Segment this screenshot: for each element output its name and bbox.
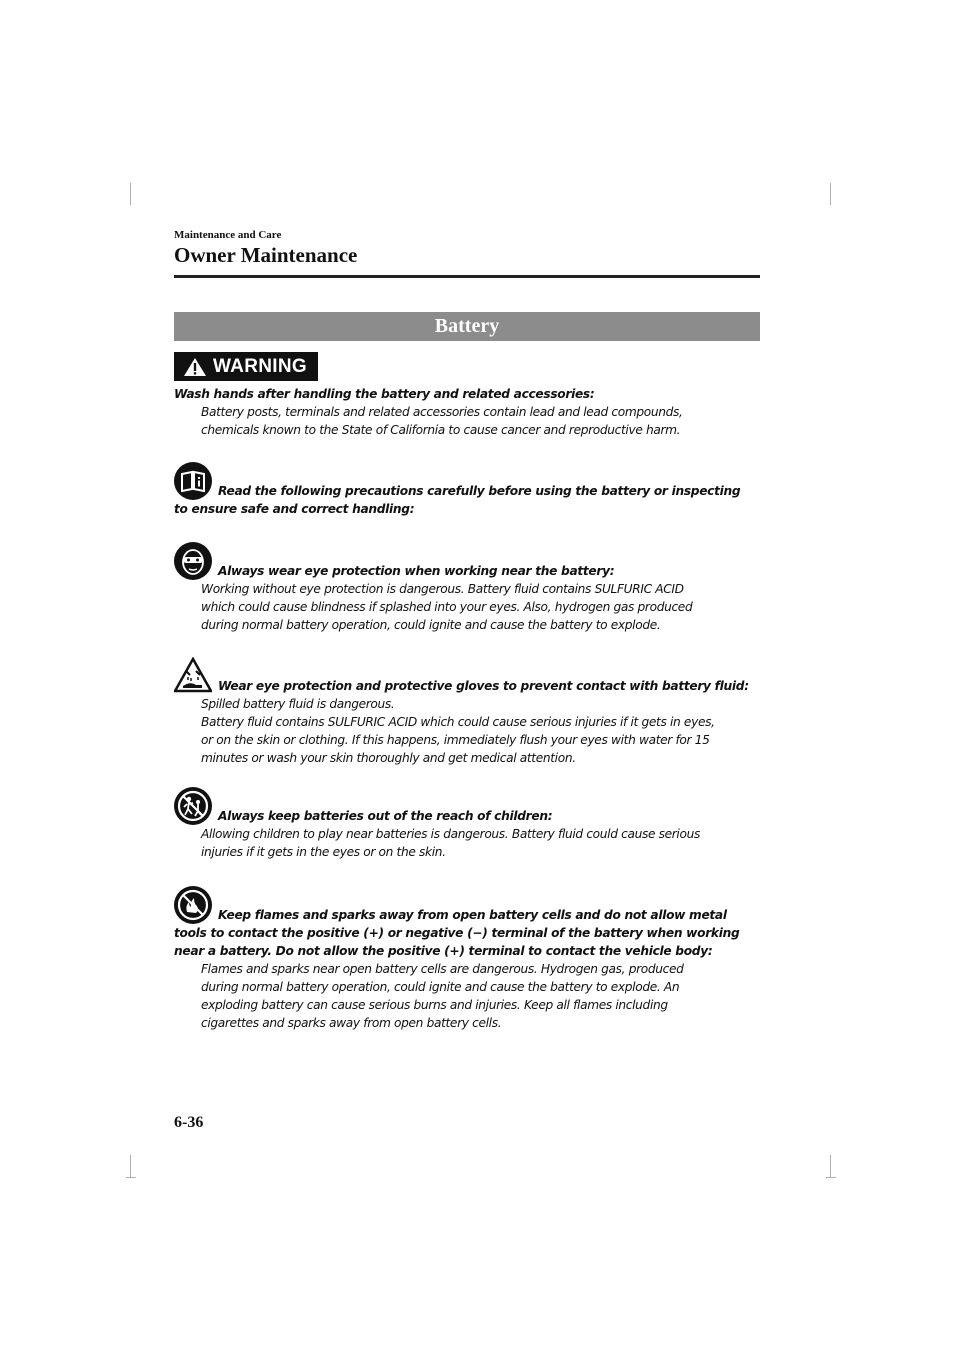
precaution-read-manual	[174, 462, 760, 518]
precaution-heading: Wear eye protection and protective gloves to prevent contact with battery fluid:	[218, 679, 749, 693]
warning-body-line: chemicals known to the State of California to cause cancer and reproductive harm.	[201, 423, 681, 437]
page-title: Owner Maintenance	[174, 243, 358, 267]
precaution-eye-protection	[174, 542, 760, 634]
section-title: Battery	[434, 315, 500, 337]
precaution-no-flames	[174, 886, 760, 1032]
precaution-corrosive	[174, 657, 760, 767]
warning-paragraph	[174, 385, 760, 439]
manual-book-icon	[174, 462, 212, 500]
precaution-heading: Always wear eye protection when working near the battery:	[218, 564, 615, 578]
precaution-heading: Always keep batteries out of the reach of children:	[218, 809, 553, 823]
precaution-body-line: Flames and sparks near open battery cells are dangerous. Hydrogen gas, produced	[201, 962, 684, 976]
crop-mark	[126, 1177, 136, 1178]
no-flames-icon	[174, 886, 212, 924]
precaution-body-line: Working without eye protection is dangerous. Battery fluid contains SULFURIC ACID	[201, 582, 684, 596]
page-number: 6-36	[174, 1114, 204, 1131]
warning-body-line: Battery posts, terminals and related accessories contain lead and lead compounds,	[201, 405, 683, 419]
precaution-body-line: injuries if it gets in the eyes or on the skin.	[201, 845, 446, 859]
precaution-heading-cont: to ensure safe and correct handling:	[174, 502, 415, 516]
precaution-body-line: Spilled battery fluid is dangerous.	[201, 697, 395, 711]
precaution-body-line: exploding battery can cause serious burns and injuries. Keep all flames including	[201, 998, 668, 1012]
crop-mark	[830, 1155, 831, 1177]
warning-badge	[174, 352, 318, 381]
precaution-body-line: during normal battery operation, could ignite and cause the battery to explode.	[201, 618, 661, 632]
precaution-body-line: Battery fluid contains SULFURIC ACID which could cause serious injuries if it gets in eyes,	[201, 715, 715, 729]
warning-heading: Wash hands after handling the battery and related accessories:	[174, 387, 595, 401]
precaution-heading-cont: near a battery. Do not allow the positive (+) terminal to contact the vehicle body:	[174, 944, 713, 958]
precaution-body-line: Allowing children to play near batteries is dangerous. Battery fluid could cause serious	[201, 827, 700, 841]
section-title-bar	[174, 312, 760, 341]
precaution-body-line: which could cause blindness if splashed into your eyes. Also, hydrogen gas produced	[201, 600, 693, 614]
warning-triangle-icon	[183, 357, 207, 377]
precaution-body-line: minutes or wash your skin thoroughly and get medical attention.	[201, 751, 576, 765]
chapter-kicker: Maintenance and Care	[174, 229, 282, 241]
precaution-heading-cont: tools to contact the positive (+) or negative (−) terminal of the battery when working	[174, 926, 740, 940]
precaution-heading: Read the following precautions carefully before using the battery or inspecting	[218, 484, 741, 498]
precaution-keep-children-away	[174, 787, 760, 861]
keep-children-away-icon	[174, 787, 212, 825]
eye-protection-icon	[174, 542, 212, 580]
precaution-heading: Keep flames and sparks away from open battery cells and do not allow metal	[218, 908, 727, 922]
crop-mark	[130, 1155, 131, 1177]
precaution-body-line: or on the skin or clothing. If this happens, immediately flush your eyes with water for 15	[201, 733, 710, 747]
precaution-body-line: cigarettes and sparks away from open battery cells.	[201, 1016, 502, 1030]
crop-mark	[830, 183, 831, 205]
precaution-body-line: during normal battery operation, could ignite and cause the battery to explode. An	[201, 980, 680, 994]
warning-label: WARNING	[213, 355, 307, 377]
header-rule	[174, 275, 760, 278]
crop-mark	[130, 183, 131, 205]
crop-mark	[826, 1177, 836, 1178]
corrosive-acid-icon	[174, 657, 212, 695]
